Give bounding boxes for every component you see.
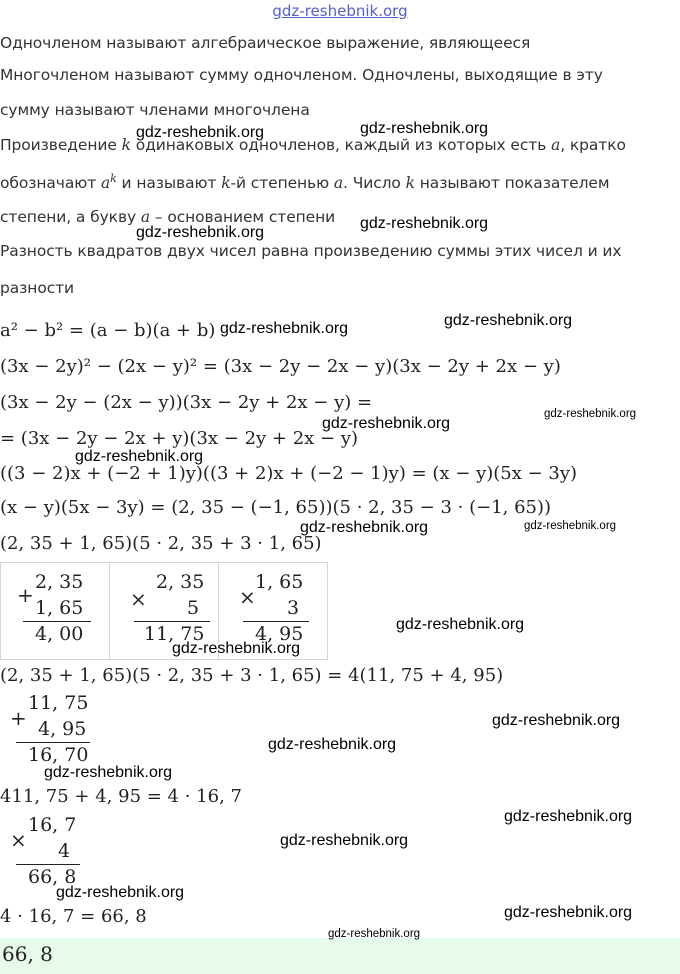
watermark: gdz-reshebnik.org: [360, 120, 489, 137]
watermark: gdz-reshebnik.org: [220, 320, 349, 337]
watermark: gdz-reshebnik.org: [492, 712, 621, 729]
result: 16, 70: [28, 744, 89, 766]
operand: 3: [287, 597, 300, 619]
watermark: gdz-reshebnik.org: [444, 312, 573, 329]
equation: (2, 35 + 1, 65)(5 · 2, 35 + 3 · 1, 65) = 4(11, 75 + 4, 95): [0, 665, 504, 686]
watermark: gdz-reshebnik.org: [544, 408, 637, 420]
operand: 5: [187, 597, 200, 619]
text-line: [0, 208, 672, 226]
watermark: gdz-reshebnik.org: [268, 736, 397, 753]
watermark: gdz-reshebnik.org: [524, 520, 617, 532]
operand: 16, 7: [28, 814, 77, 836]
result: 11, 75: [144, 623, 205, 645]
answer-value: 66, 8: [2, 942, 53, 966]
operand: 1, 65: [35, 597, 84, 619]
var-a: a: [100, 174, 111, 193]
result: 4, 95: [255, 623, 304, 645]
text-span: одинаковых одночленов, каждый из которых есть: [130, 136, 552, 154]
plus-sign: +: [17, 583, 34, 607]
watermark: gdz-reshebnik.org: [44, 764, 173, 781]
text-line: сумму называют членами многочлена: [0, 101, 310, 119]
sum-line: [134, 621, 210, 622]
text-span: обозначают: [0, 174, 101, 193]
sum-line: [243, 621, 309, 622]
operand: 2, 35: [35, 571, 84, 593]
watermark: gdz-reshebnik.org: [75, 448, 204, 465]
times-sign: ×: [10, 828, 27, 852]
result: 4, 00: [35, 623, 84, 645]
text-span: называют показателем: [414, 174, 610, 193]
site-link[interactable]: gdz-reshebnik.org: [272, 2, 408, 20]
sum-line: [16, 864, 80, 865]
equation: a² − b² = (a − b)(a + b): [0, 320, 216, 341]
watermark: gdz-reshebnik.org: [328, 928, 421, 940]
equation: (3x − 2y)² − (2x − y)² = (3x − 2y − 2x − y)(3x − 2y + 2x − y): [0, 356, 561, 377]
equation: (x − y)(5x − 3y) = (2, 35 − (−1, 65))(5 · 2, 35 − 3 · (−1, 65)): [0, 497, 552, 518]
var-k: k: [405, 174, 415, 193]
column-calc-5: [0, 812, 110, 892]
watermark: gdz-reshebnik.org: [136, 124, 265, 141]
watermark: gdz-reshebnik.org: [504, 904, 633, 921]
sum-line: [23, 621, 91, 622]
calc-cell: [1, 563, 110, 660]
watermark: gdz-reshebnik.org: [396, 616, 525, 633]
equation: (2, 35 + 1, 65)(5 · 2, 35 + 3 · 1, 65): [0, 533, 322, 554]
watermark: gdz-reshebnik.org: [360, 215, 489, 232]
sum-line: [16, 742, 90, 743]
times-sign: ×: [130, 587, 147, 611]
var-a: a: [333, 174, 344, 193]
text-line: [0, 136, 672, 154]
operand: 2, 35: [156, 571, 205, 593]
column-calc-1: [1, 563, 109, 659]
text-line: Многочленом называют сумму одночленом. Одночлены, выходящие в эту: [0, 66, 603, 84]
watermark: gdz-reshebnik.org: [322, 415, 451, 432]
watermark: gdz-reshebnik.org: [56, 884, 185, 901]
equation: (3x − 2y − (2x − y))(3x − 2y + 2x − y) =: [0, 392, 373, 413]
var-a: a: [140, 208, 151, 226]
operand: 4: [58, 840, 71, 862]
answer-box: [0, 938, 680, 974]
text-line: [0, 172, 672, 192]
equation: = (3x − 2y − 2x + y)(3x − 2y + 2x − y): [0, 428, 359, 449]
result: 66, 8: [28, 866, 77, 888]
watermark: gdz-reshebnik.org: [504, 808, 633, 825]
watermark: gdz-reshebnik.org: [300, 519, 429, 536]
text-line: разности: [0, 279, 75, 297]
plus-sign: +: [10, 706, 27, 730]
text-span: и называют: [116, 174, 222, 193]
var-k: k: [110, 172, 117, 185]
text-span: – основанием степени: [150, 208, 336, 226]
operand: 4, 95: [38, 718, 87, 740]
watermark: gdz-reshebnik.org: [280, 832, 409, 849]
times-sign: ×: [239, 585, 256, 609]
equation: ((3 − 2)x + (−2 + 1)y)((3 + 2)x + (−2 − 1)y) = (x − y)(5x − 3y): [0, 463, 578, 484]
var-a: a: [551, 136, 561, 154]
var-k: k: [221, 174, 231, 193]
operand: 1, 65: [255, 571, 304, 593]
text-span: Произведение: [0, 136, 122, 154]
text-span: -й степенью: [230, 174, 334, 193]
equation: 4 · 16, 7 = 66, 8: [0, 906, 147, 927]
var-k: k: [121, 136, 131, 154]
watermark: gdz-reshebnik.org: [136, 224, 265, 241]
operand: 11, 75: [28, 692, 89, 714]
text-span: . Число: [343, 174, 406, 193]
text-line: Разность квадратов двух чисел равна произведению суммы этих чисел и их: [0, 242, 622, 260]
text-span: , кратко: [560, 136, 626, 154]
text-span: степени, а букву: [0, 208, 141, 226]
text-line: Одночленом называют алгебраическое выражение, являющееся: [0, 34, 531, 52]
watermark: gdz-reshebnik.org: [172, 640, 301, 657]
column-calc-4: [0, 690, 110, 770]
equation: 411, 75 + 4, 95 = 4 · 16, 7: [0, 786, 242, 807]
